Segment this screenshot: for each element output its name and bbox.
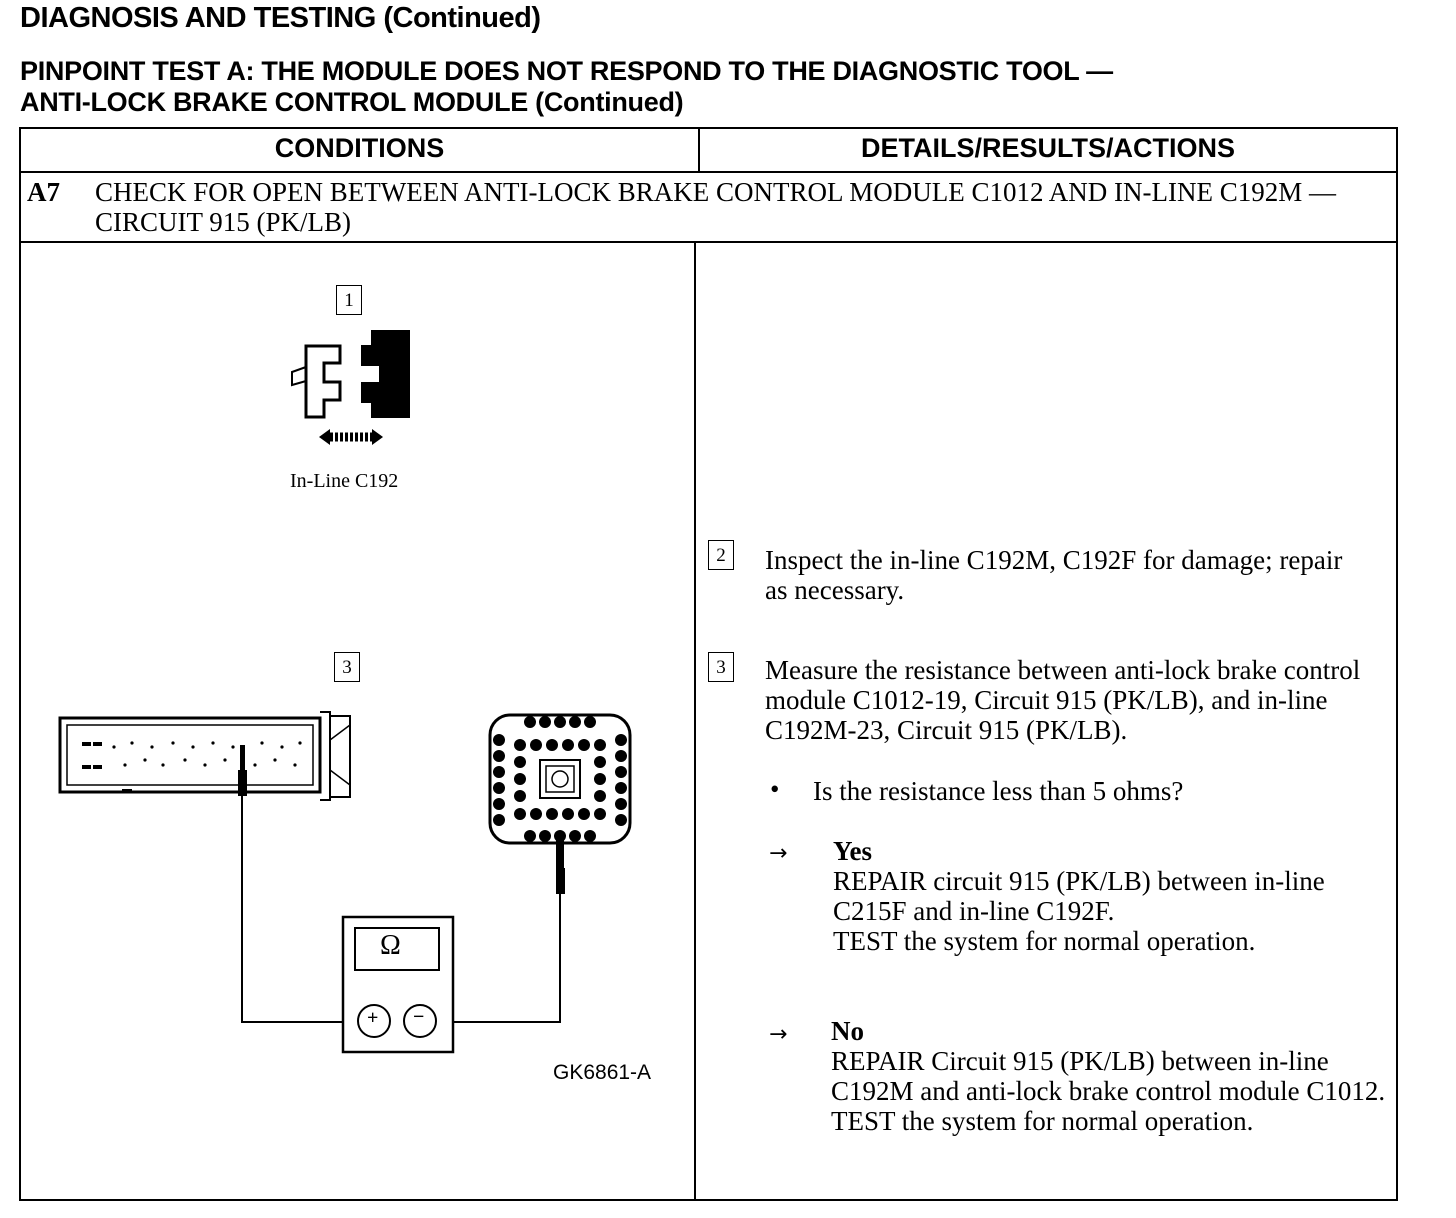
yes-action: REPAIR circuit 915 (PK/LB) between in-line C215F and in-line C192F. [833, 866, 1325, 926]
step3-callout: 3 [708, 652, 734, 682]
yes-arrow-icon: → [769, 841, 788, 866]
bullet-icon: • [770, 774, 780, 804]
step-id: A7 [27, 177, 60, 207]
test-title-line1: PINPOINT TEST A: THE MODULE DOES NOT RESPOND TO THE DIAGNOSTIC TOOL — [20, 56, 1113, 86]
step3-text: Measure the resistance between anti-lock brake control module C1012-19, Circuit 915 (PK/LB), and in-line C192M-23, Circuit 915 (PK/LB). [765, 655, 1361, 745]
conditions-column-header: CONDITIONS [274, 133, 445, 163]
step2-callout: 2 [708, 540, 734, 570]
step2-text: Inspect the in-line C192M, C192F for damage; repair as necessary. [765, 545, 1343, 605]
disconnect-arrow-icon [319, 429, 383, 445]
yes-test: TEST the system for normal operation. [833, 926, 1256, 956]
c1012-connector-icon [60, 712, 350, 800]
figure-callout-1: 1 [336, 285, 362, 315]
no-arrow-icon: → [769, 1022, 788, 1047]
no-action: REPAIR Circuit 915 (PK/LB) between in-line C192M and anti-lock brake control module C1012. TEST the system for normal operation. [831, 1046, 1386, 1136]
minus-terminal-icon: − [413, 1006, 425, 1028]
page-heading: DIAGNOSIS AND TESTING (Continued) [20, 2, 541, 34]
test-title-line2: ANTI-LOCK BRAKE CONTROL MODULE (Continued) [20, 87, 684, 117]
ohm-symbol-icon: Ω [380, 930, 401, 961]
plus-terminal-icon: + [367, 1007, 379, 1029]
connector-caption: In-Line C192 [290, 470, 399, 492]
figure-id: GK6861-A [553, 1061, 652, 1084]
figure-callout-3: 3 [334, 652, 360, 682]
inline-connector-icon [292, 331, 409, 417]
details-column-header: DETAILS/RESULTS/ACTIONS [860, 133, 1235, 163]
no-label: No [831, 1016, 864, 1046]
c192m-connector-icon [490, 715, 630, 870]
question-text: Is the resistance less than 5 ohms? [813, 776, 1184, 806]
step-title: CHECK FOR OPEN BETWEEN ANTI-LOCK BRAKE CONTROL MODULE C1012 AND IN-LINE C192M — CIRCUIT 915 (PK/LB) [95, 177, 1336, 237]
yes-label: Yes [833, 836, 872, 866]
